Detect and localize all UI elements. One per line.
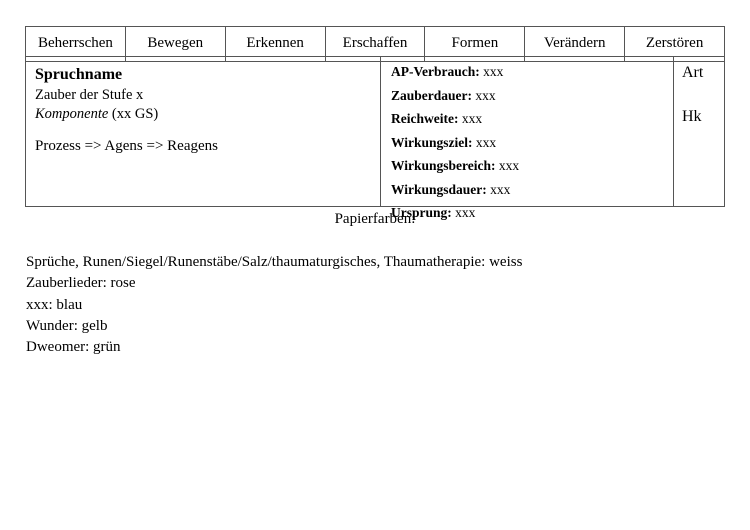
paper-color-gelb: Wunder: gelb [26,317,108,334]
spell-process: Prozess => Agens => Reagens [35,137,218,154]
stat-wirkungsziel [391,136,663,150]
spell-component [35,105,370,124]
stat-ap-verbrauch-label: AP-Verbrauch: [391,64,480,79]
stat-ap-verbrauch [391,65,663,79]
stat-zauberdauer-value: xxx [475,87,496,103]
category-bewegen[interactable]: Bewegen [126,27,226,61]
spell-description-column [26,57,381,206]
stat-reichweite-value: xxx [461,111,483,126]
category-formen[interactable]: Formen [425,27,525,61]
spell-marker-column [674,57,724,206]
stat-zauberdauer-label: Zauberdauer: [391,87,472,103]
paper-color-gruen: Dweomer: grün [26,339,121,356]
stat-wirkungsziel-value: xxx [475,134,497,150]
stat-ursprung-label: Ursprung: [391,205,452,220]
paper-color-weiss: Sprüche, Runen/Siegel/Runenstäbe/Salz/thaumaturgisches, Thaumatherapie: weiss [26,254,523,270]
stat-reichweite-label: Reichweite: [391,111,459,126]
category-beherrschen[interactable]: Beherrschen [26,27,126,61]
spell-stats-column [381,57,674,220]
spell-level: Zauber der Stufe x [35,87,144,103]
spell-name: Spruchname [35,66,123,83]
stat-wirkungsbereich [391,159,663,173]
stat-ursprung-value: xxx [455,205,476,220]
stat-wirkungsbereich-value: xxx [498,158,520,173]
marker-hk: Hk [682,108,702,125]
stat-ap-verbrauch-value: xxx [483,64,504,79]
stat-wirkungsdauer [391,183,663,197]
stat-reichweite [391,112,663,126]
stat-wirkungsbereich-label: Wirkungsbereich: [391,158,496,173]
stat-wirkungsdauer-value: xxx [490,181,511,197]
spell-component-label: Komponente [35,105,109,122]
paper-color-rose: Zauberlieder: rose [26,275,136,292]
spell-component-cost: (xx GS) [111,105,159,122]
paper-color-blau: xxx: blau [26,296,83,313]
category-zerstoeren[interactable]: Zerstören [645,35,704,51]
marker-art: Art [682,64,704,81]
stat-zauberdauer [391,89,663,103]
paper-colors-caption: Papierfarben: [334,211,416,227]
stat-wirkungsziel-label: Wirkungsziel: [391,134,473,150]
category-veraendern[interactable]: Verändern [525,27,625,61]
category-erschaffen[interactable]: Erschaffen [326,27,426,61]
category-erkennen[interactable]: Erkennen [226,27,326,61]
stat-wirkungsdauer-label: Wirkungsdauer: [391,181,487,197]
paper-colors-list [26,252,726,358]
